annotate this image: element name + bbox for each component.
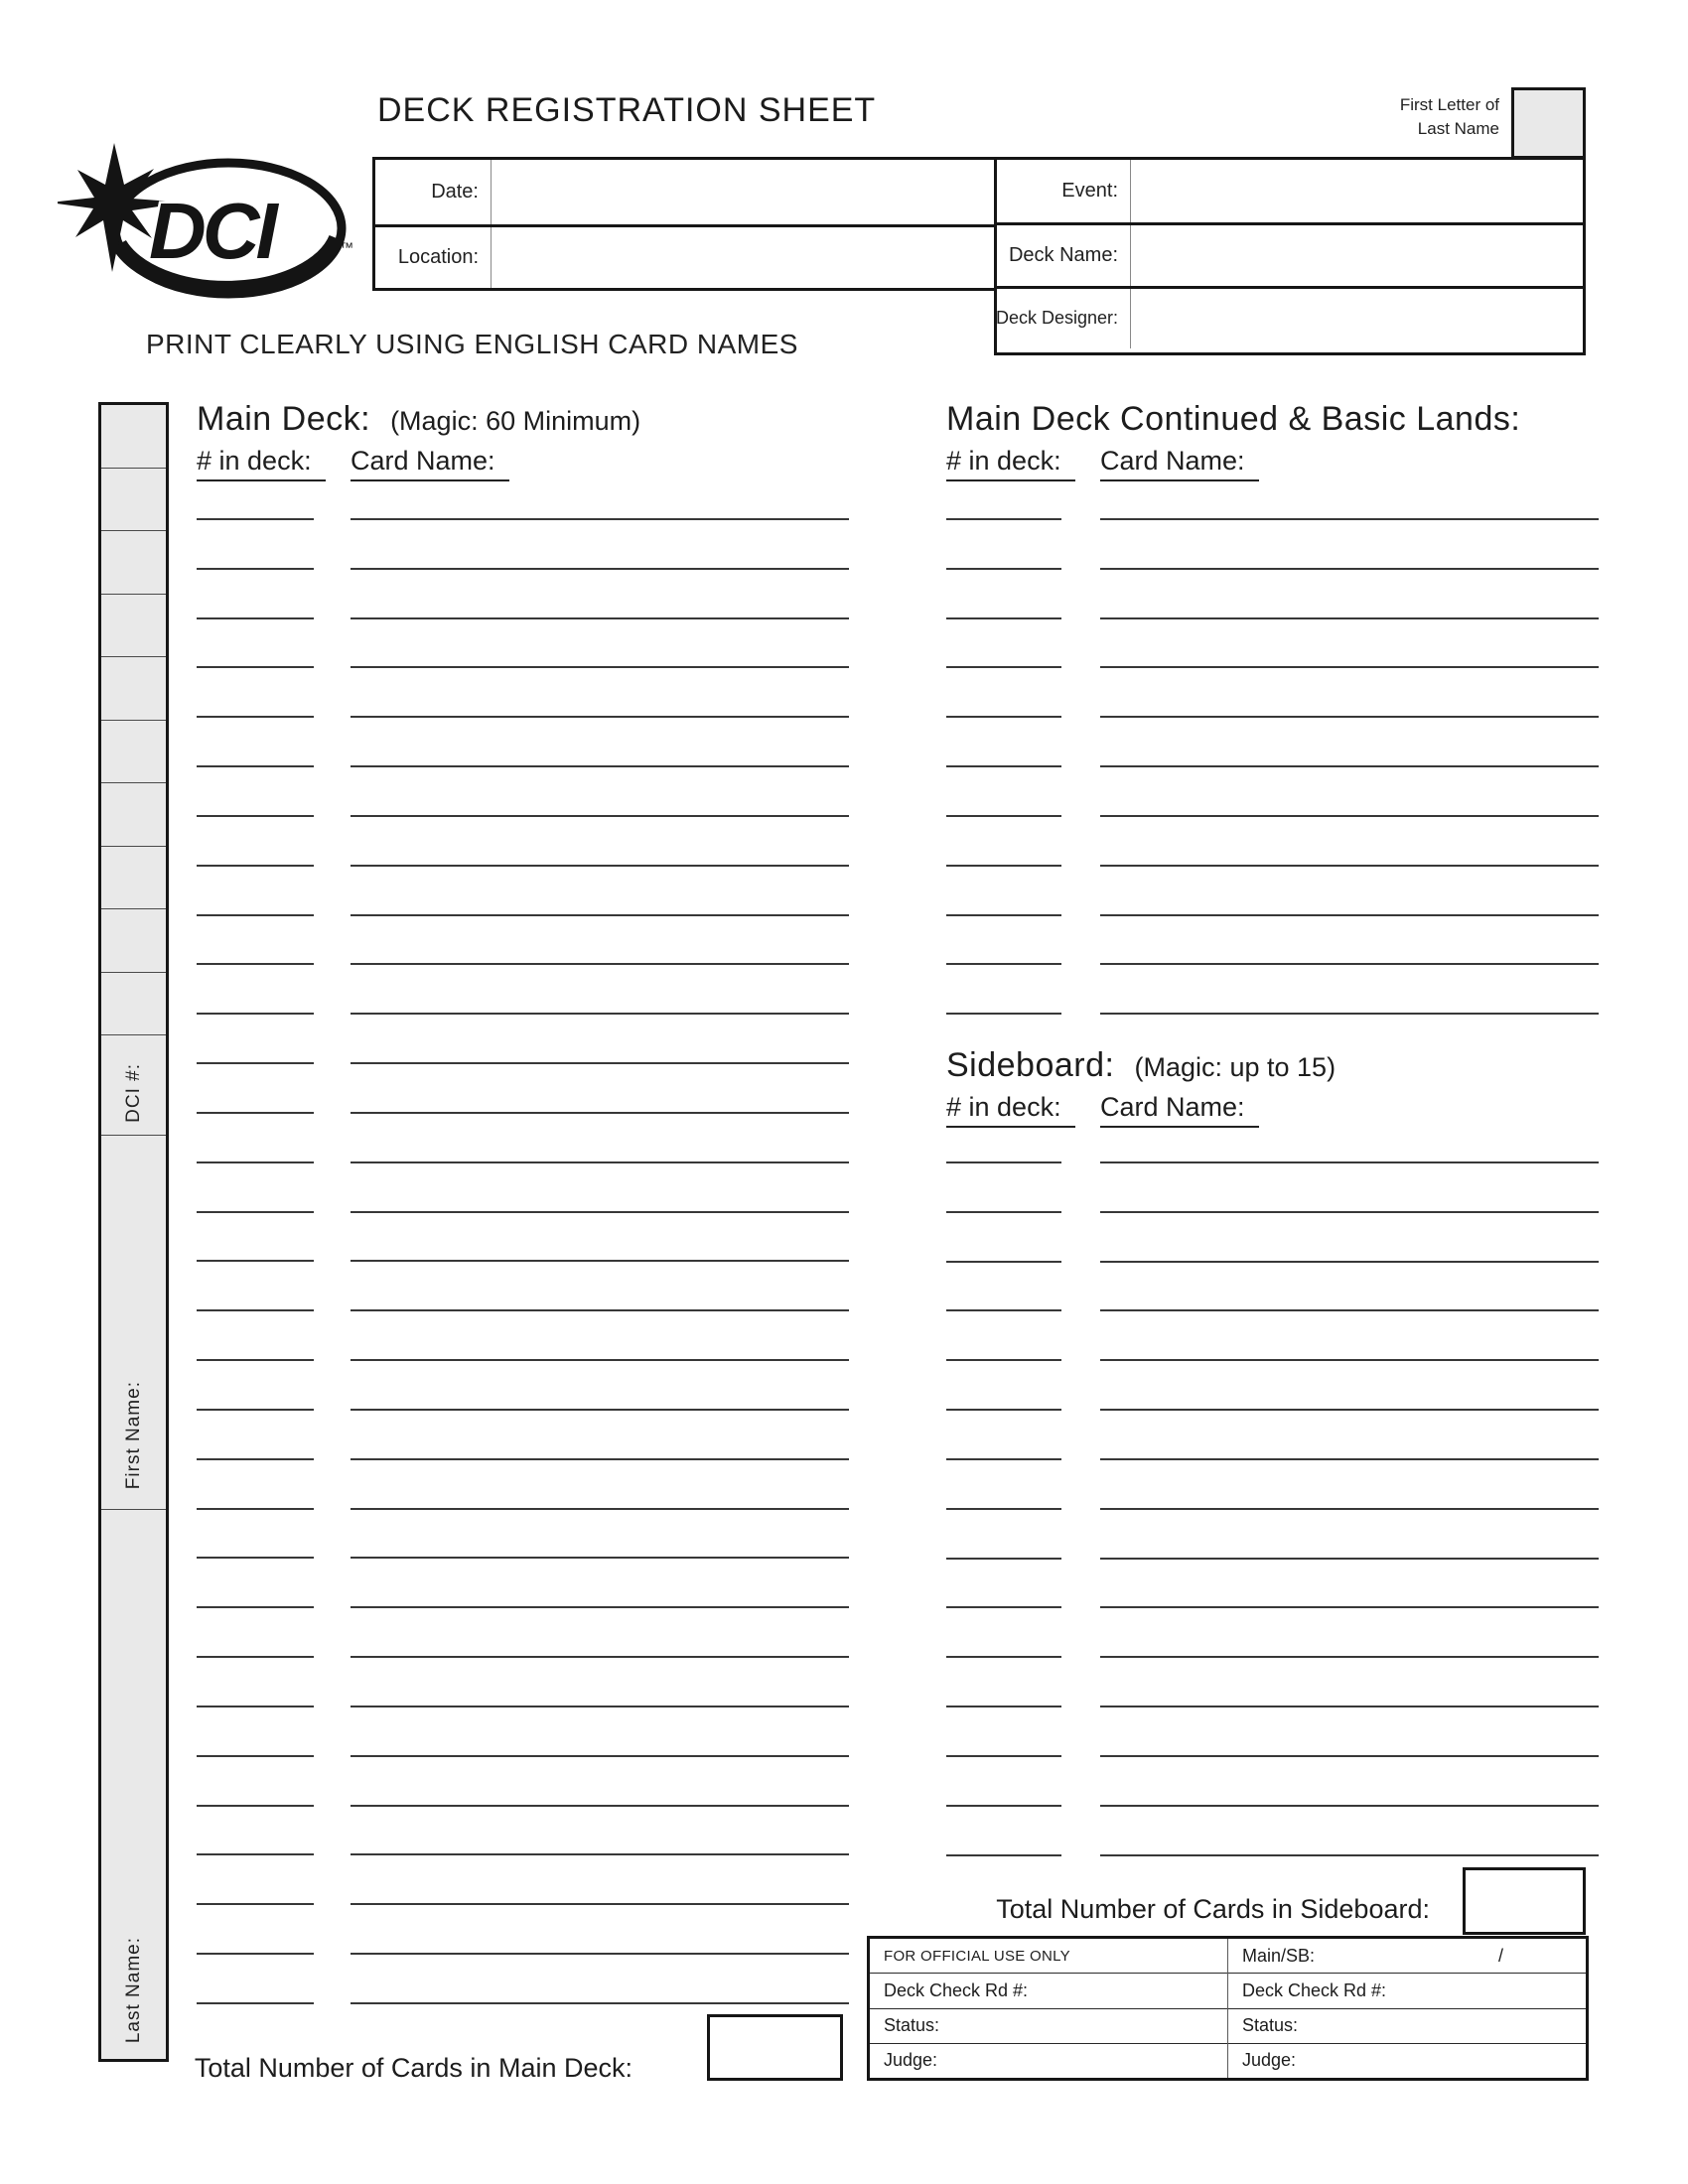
main-deck-card-name-line[interactable]: [351, 1903, 849, 1905]
dci-digit-box[interactable]: [101, 531, 166, 595]
first-name-label: First Name:: [122, 1380, 144, 1489]
sideboard-count-line[interactable]: [946, 1211, 1061, 1213]
main-deck-continued-card-name-line[interactable]: [1100, 518, 1599, 520]
main-deck-count-line[interactable]: [197, 1853, 314, 1855]
main-deck-continued-count-line[interactable]: [946, 963, 1061, 965]
main-deck-card-name-line[interactable]: [351, 1706, 849, 1707]
main-deck-continued-card-name-line[interactable]: [1100, 716, 1599, 718]
main-deck-count-line[interactable]: [197, 1706, 314, 1707]
main-deck-continued-count-line[interactable]: [946, 617, 1061, 619]
main-deck-count-line[interactable]: [197, 1606, 314, 1608]
sideboard-count-line[interactable]: [946, 1558, 1061, 1560]
dci-digit-box[interactable]: [101, 909, 166, 973]
main-deck-continued-card-name-line[interactable]: [1100, 568, 1599, 570]
sideboard-count-line[interactable]: [946, 1161, 1061, 1163]
main-deck-card-name-line[interactable]: [351, 2002, 849, 2004]
main-deck-card-name-line[interactable]: [351, 1755, 849, 1757]
main-deck-card-name-line[interactable]: [351, 815, 849, 817]
main-deck-continued-title: Main Deck Continued & Basic Lands:: [946, 400, 1521, 438]
status-label-right: Status:: [1242, 2015, 1299, 2036]
main-deck-count-line[interactable]: [197, 1508, 314, 1510]
main-deck-continued-count-line[interactable]: [946, 865, 1061, 867]
main-deck-total-box[interactable]: [707, 2014, 843, 2081]
main-deck-card-name-line[interactable]: [351, 716, 849, 718]
header-table-right: [994, 157, 1586, 355]
judge-cell-left[interactable]: [870, 2043, 1227, 2078]
deck-designer-label: Deck Designer:: [997, 289, 1131, 348]
sideboard-count-line[interactable]: [946, 1359, 1061, 1361]
judge-label: Judge:: [884, 2050, 938, 2071]
main-deck-continued-card-name-line[interactable]: [1100, 1013, 1599, 1015]
print-clearly-instruction: PRINT CLEARLY USING ENGLISH CARD NAMES: [146, 329, 798, 359]
date-row: [375, 160, 994, 224]
main-deck-card-name-line[interactable]: [351, 1557, 849, 1559]
sideboard-count-line[interactable]: [946, 1706, 1061, 1707]
main-deck-count-line[interactable]: [197, 1458, 314, 1460]
event-row: [997, 160, 1583, 222]
main-deck-card-name-line[interactable]: [351, 1508, 849, 1510]
main-deck-heading: [197, 400, 640, 439]
official-use-only-label: FOR OFFICIAL USE ONLY: [884, 1947, 1070, 1965]
location-row: [375, 224, 994, 289]
sideboard-count-line[interactable]: [946, 1805, 1061, 1807]
header-table-left: [372, 157, 997, 291]
main-deck-count-line[interactable]: [197, 617, 314, 619]
main-deck-continued-count-line[interactable]: [946, 518, 1061, 520]
main-deck-continued-card-name-line[interactable]: [1100, 865, 1599, 867]
main-deck-continued-card-name-line[interactable]: [1100, 666, 1599, 668]
sideboard-card-name-line[interactable]: [1100, 1805, 1599, 1807]
main-deck-count-line[interactable]: [197, 1953, 314, 1955]
sideboard-card-name-line[interactable]: [1100, 1706, 1599, 1707]
main-deck-continued-count-line[interactable]: [946, 568, 1061, 570]
sideboard-card-name-line[interactable]: [1100, 1359, 1599, 1361]
main-deck-continued-count-line[interactable]: [946, 716, 1061, 718]
official-use-right-column: [1228, 1939, 1586, 2078]
sideboard-count-line[interactable]: [946, 1656, 1061, 1658]
main-deck-count-line[interactable]: [197, 1755, 314, 1757]
dci-number-label-cell: [101, 1035, 166, 1135]
main-deck-card-name-line[interactable]: [351, 1853, 849, 1855]
main-deck-continued-count-line[interactable]: [946, 815, 1061, 817]
main-deck-continued-card-name-line[interactable]: [1100, 617, 1599, 619]
last-name-label: Last Name:: [122, 1936, 144, 2043]
main-deck-count-line[interactable]: [197, 815, 314, 817]
sideboard-card-name-line[interactable]: [1100, 1458, 1599, 1460]
main-deck-card-name-line[interactable]: [351, 518, 849, 520]
dci-digit-box[interactable]: [101, 783, 166, 847]
first-letter-box[interactable]: [1511, 87, 1586, 159]
sideboard-card-name-line[interactable]: [1100, 1755, 1599, 1757]
main-deck-count-line[interactable]: [197, 914, 314, 916]
main-deck-card-name-line[interactable]: [351, 914, 849, 916]
main-deck-card-name-line[interactable]: [351, 568, 849, 570]
main-deck-card-name-line[interactable]: [351, 765, 849, 767]
date-input[interactable]: [492, 160, 994, 224]
dci-digit-box[interactable]: [101, 973, 166, 1036]
main-deck-count-line[interactable]: [197, 1903, 314, 1905]
first-letter-label-line2: Last Name: [1417, 119, 1499, 138]
official-use-table: [867, 1936, 1589, 2081]
sideboard-card-name-line[interactable]: [1100, 1211, 1599, 1213]
main-deck-count-line[interactable]: [197, 1013, 314, 1015]
main-deck-count-line[interactable]: [197, 1805, 314, 1807]
sideboard-card-name-line[interactable]: [1100, 1309, 1599, 1311]
deck-designer-input[interactable]: [1131, 289, 1583, 348]
sideboard-subtitle: (Magic: up to 15): [1134, 1052, 1336, 1082]
main-deck-card-name-line[interactable]: [351, 1260, 849, 1262]
deck-name-row: [997, 222, 1583, 285]
sideboard-card-name-line[interactable]: [1100, 1508, 1599, 1510]
main-deck-count-line[interactable]: [197, 1112, 314, 1114]
main-deck-card-name-line[interactable]: [351, 666, 849, 668]
main-deck-card-name-line[interactable]: [351, 1606, 849, 1608]
sideboard-card-name-line[interactable]: [1100, 1409, 1599, 1411]
deck-check-rd-cell-left[interactable]: [870, 1973, 1227, 2007]
sideboard-col1-header: # in deck:: [946, 1092, 1075, 1128]
location-label: Location:: [375, 227, 492, 289]
main-deck-card-name-line[interactable]: [351, 1359, 849, 1361]
main-deck-count-line[interactable]: [197, 568, 314, 570]
main-deck-count-line[interactable]: [197, 1656, 314, 1658]
date-label: Date:: [375, 160, 492, 224]
sideboard-card-name-line[interactable]: [1100, 1656, 1599, 1658]
sideboard-card-name-line[interactable]: [1100, 1854, 1599, 1856]
deck-name-label: Deck Name:: [997, 225, 1131, 285]
main-deck-card-name-line[interactable]: [351, 1062, 849, 1064]
main-deck-card-name-line[interactable]: [351, 1458, 849, 1460]
main-deck-continued-card-name-line[interactable]: [1100, 963, 1599, 965]
sideboard-count-line[interactable]: [946, 1309, 1061, 1311]
sideboard-total-label: Total Number of Cards in Sideboard:: [996, 1894, 1430, 1924]
official-use-left-column: [870, 1939, 1228, 2078]
main-deck-card-name-line[interactable]: [351, 963, 849, 965]
dci-digit-box[interactable]: [101, 405, 166, 469]
sideboard-heading: [946, 1046, 1336, 1085]
main-deck-continued-count-line[interactable]: [946, 1013, 1061, 1015]
sideboard-count-line[interactable]: [946, 1508, 1061, 1510]
main-deck-card-name-line[interactable]: [351, 1161, 849, 1163]
event-label: Event:: [997, 160, 1131, 222]
location-input[interactable]: [492, 227, 994, 289]
status-label: Status:: [884, 2015, 940, 2036]
main-deck-card-name-line[interactable]: [351, 1409, 849, 1411]
main-deck-continued-card-name-line[interactable]: [1100, 815, 1599, 817]
sideboard-count-line[interactable]: [946, 1755, 1061, 1757]
main-deck-card-name-line[interactable]: [351, 1013, 849, 1015]
dci-number-digit-boxes: [101, 405, 166, 1035]
main-deck-total-label: Total Number of Cards in Main Deck:: [194, 2053, 633, 2083]
main-deck-count-line[interactable]: [197, 518, 314, 520]
dci-digit-box[interactable]: [101, 469, 166, 532]
main-deck-count-line[interactable]: [197, 716, 314, 718]
sideboard-title: Sideboard:: [946, 1046, 1115, 1084]
status-cell-left[interactable]: [870, 2008, 1227, 2043]
sideboard-count-line[interactable]: [946, 1409, 1061, 1411]
main-deck-card-name-line[interactable]: [351, 1309, 849, 1311]
dci-logo-text: DCI: [149, 187, 274, 275]
main-deck-count-line[interactable]: [197, 963, 314, 965]
first-letter-label: [1271, 93, 1499, 141]
main-deck-count-line[interactable]: [197, 666, 314, 668]
judge-cell-right[interactable]: [1228, 2043, 1586, 2078]
main-deck-count-line[interactable]: [197, 1309, 314, 1311]
dci-logo: [58, 141, 360, 315]
sideboard-count-line[interactable]: [946, 1606, 1061, 1608]
dci-digit-box[interactable]: [101, 847, 166, 910]
dci-number-label: DCI #:: [122, 1063, 144, 1123]
dci-digit-box[interactable]: [101, 595, 166, 658]
first-letter-label-line1: First Letter of: [1399, 95, 1499, 114]
main-deck-card-name-line[interactable]: [351, 1953, 849, 1955]
main-deck-continued-count-line[interactable]: [946, 765, 1061, 767]
main-deck-continued-col2-header: Card Name:: [1100, 446, 1259, 481]
deck-name-input[interactable]: [1131, 225, 1583, 285]
main-deck-col2-header: Card Name:: [351, 446, 509, 481]
main-deck-count-line[interactable]: [197, 1557, 314, 1559]
main-deck-continued-card-name-line[interactable]: [1100, 765, 1599, 767]
main-sb-slash: /: [1498, 1945, 1504, 1966]
main-deck-title: Main Deck:: [197, 400, 371, 438]
main-deck-continued-card-name-line[interactable]: [1100, 914, 1599, 916]
main-sb-label: Main/SB:: [1242, 1945, 1316, 1966]
deck-check-rd-label: Deck Check Rd #:: [884, 1979, 1029, 2000]
main-deck-count-line[interactable]: [197, 1260, 314, 1262]
main-deck-count-line[interactable]: [197, 765, 314, 767]
main-deck-card-name-line[interactable]: [351, 1211, 849, 1213]
main-deck-card-name-line[interactable]: [351, 1112, 849, 1114]
sideboard-card-name-line[interactable]: [1100, 1606, 1599, 1608]
main-deck-count-line[interactable]: [197, 1161, 314, 1163]
player-info-sidebar: [98, 402, 169, 2062]
main-deck-col1-header: # in deck:: [197, 446, 326, 481]
sideboard-count-line[interactable]: [946, 1458, 1061, 1460]
first-name-cell[interactable]: [101, 1135, 166, 1509]
main-deck-count-line[interactable]: [197, 1062, 314, 1064]
main-deck-count-line[interactable]: [197, 2002, 314, 2004]
sideboard-card-name-line[interactable]: [1100, 1558, 1599, 1560]
sideboard-count-line[interactable]: [946, 1261, 1061, 1263]
main-deck-card-name-line[interactable]: [351, 617, 849, 619]
main-deck-count-line[interactable]: [197, 1359, 314, 1361]
main-deck-card-name-line[interactable]: [351, 1805, 849, 1807]
main-deck-count-line[interactable]: [197, 865, 314, 867]
main-deck-count-line[interactable]: [197, 1211, 314, 1213]
sideboard-col2-header: Card Name:: [1100, 1092, 1259, 1128]
main-deck-continued-count-line[interactable]: [946, 666, 1061, 668]
main-sb-cell[interactable]: [1228, 1939, 1586, 1973]
event-input[interactable]: [1131, 160, 1583, 222]
main-deck-count-line[interactable]: [197, 1409, 314, 1411]
judge-label-right: Judge:: [1242, 2050, 1297, 2071]
sideboard-card-name-line[interactable]: [1100, 1261, 1599, 1263]
main-deck-continued-col1-header: # in deck:: [946, 446, 1075, 481]
last-name-cell[interactable]: [101, 1509, 166, 2059]
deck-designer-row: [997, 286, 1583, 348]
dci-digit-box[interactable]: [101, 657, 166, 721]
sideboard-total-box[interactable]: [1463, 1867, 1586, 1935]
deck-check-rd-cell-right[interactable]: [1228, 1973, 1586, 2007]
trademark-symbol: ™: [340, 239, 353, 255]
main-deck-continued-count-line[interactable]: [946, 914, 1061, 916]
deck-check-rd-label-right: Deck Check Rd #:: [1242, 1979, 1387, 2000]
main-deck-subtitle: (Magic: 60 Minimum): [390, 406, 641, 436]
status-cell-right[interactable]: [1228, 2008, 1586, 2043]
sideboard-card-name-line[interactable]: [1100, 1161, 1599, 1163]
main-deck-card-name-line[interactable]: [351, 1656, 849, 1658]
dci-digit-box[interactable]: [101, 721, 166, 784]
main-deck-continued-heading: [946, 400, 1520, 439]
page-title: DECK REGISTRATION SHEET: [377, 91, 877, 129]
main-deck-card-name-line[interactable]: [351, 865, 849, 867]
sideboard-count-line[interactable]: [946, 1854, 1061, 1856]
